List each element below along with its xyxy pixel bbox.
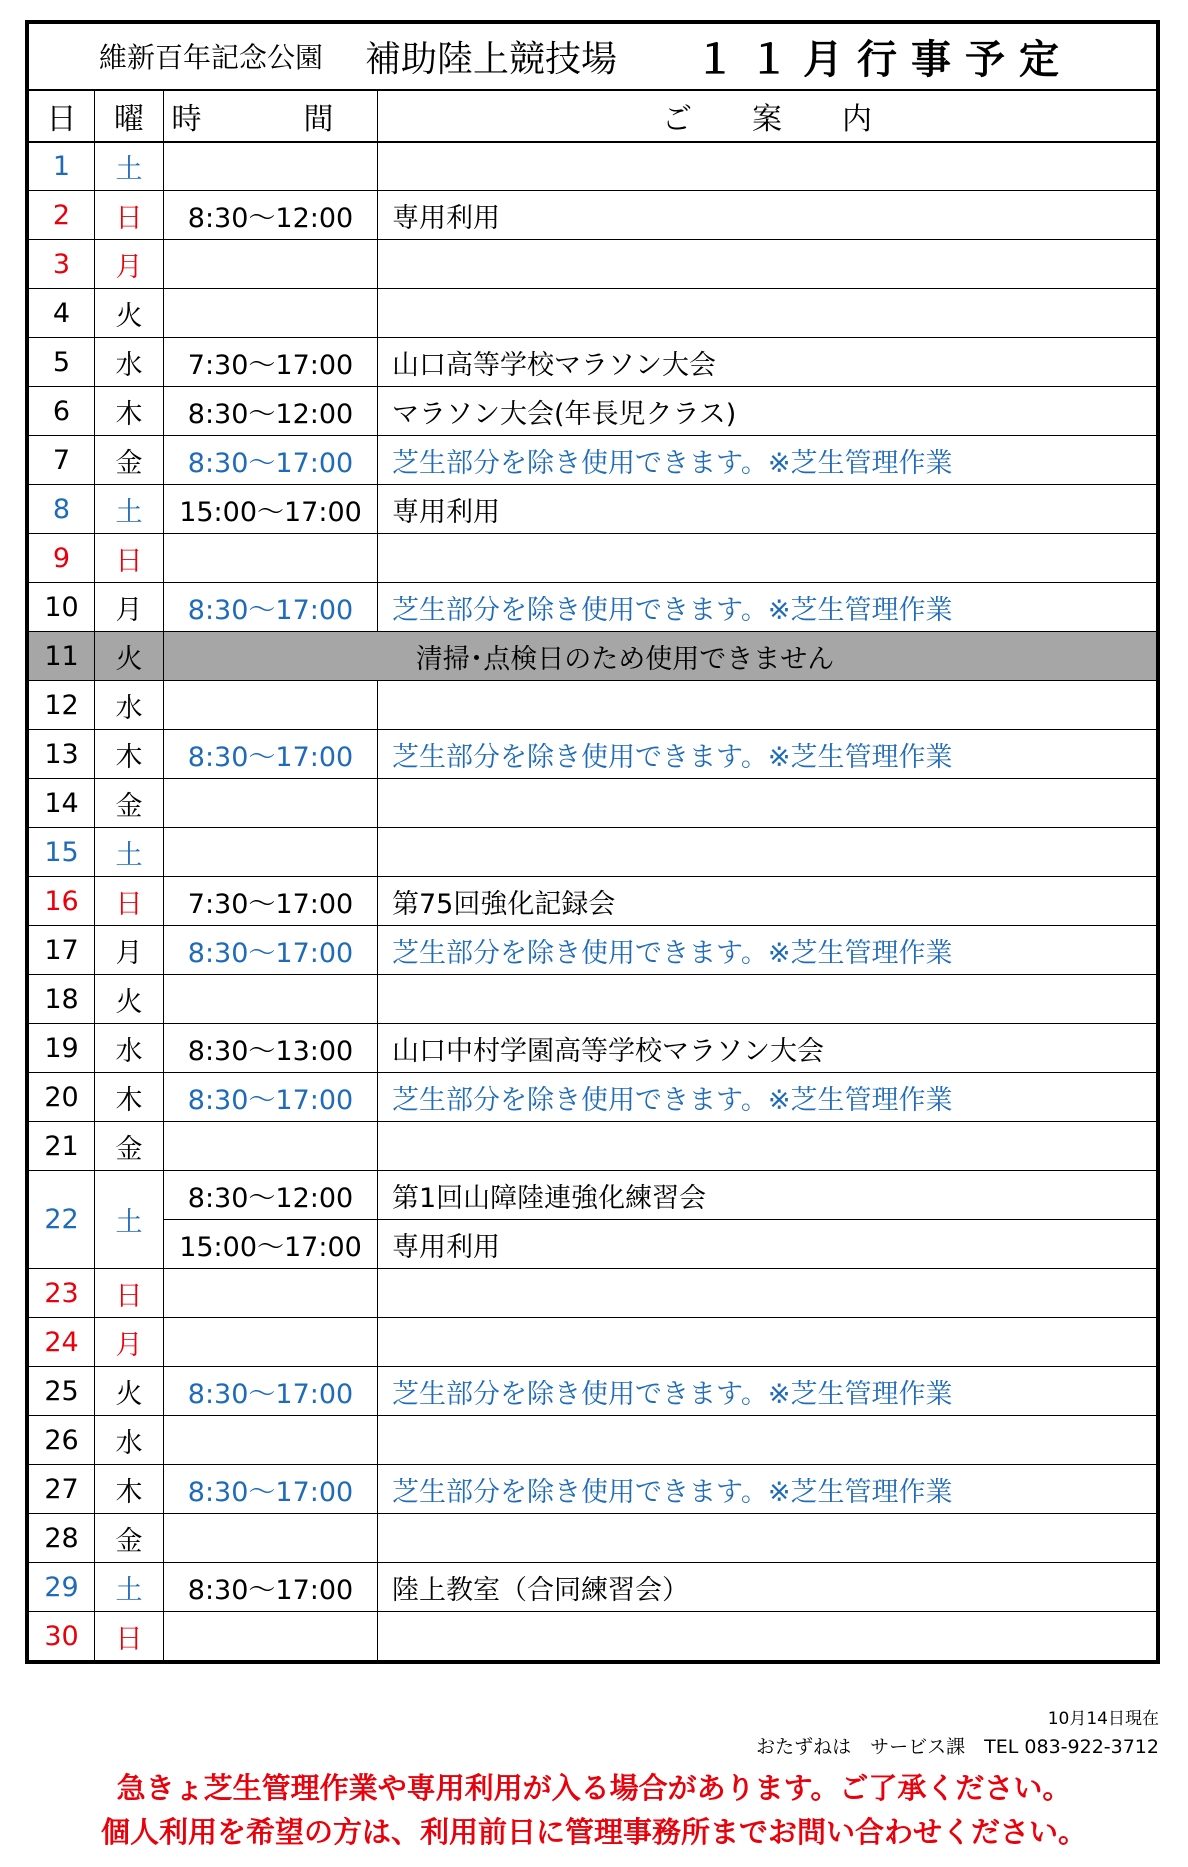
header-info: ご 案 内 (378, 90, 1157, 142)
time-cell: 15:00～17:00 (164, 1220, 378, 1269)
table-row (29, 142, 1157, 191)
table-row (29, 436, 1157, 485)
day-cell: 10 (29, 583, 95, 632)
note-cell (378, 975, 1157, 1024)
day-cell: 7 (29, 436, 95, 485)
day-cell: 24 (29, 1318, 95, 1367)
weekday-cell: 月 (95, 583, 164, 632)
day-cell: 4 (29, 289, 95, 338)
weekday-cell: 金 (95, 779, 164, 828)
day-cell: 25 (29, 1367, 95, 1416)
table-row (29, 877, 1157, 926)
time-cell (164, 1318, 378, 1367)
note-cell (378, 1318, 1157, 1367)
time-cell: 7:30～17:00 (164, 338, 378, 387)
note-cell: 芝生部分を除き使用できます。※芝生管理作業 (378, 1367, 1157, 1416)
table-row (29, 1073, 1157, 1122)
note-cell (378, 1416, 1157, 1465)
table-row (29, 1367, 1157, 1416)
note-cell (378, 779, 1157, 828)
weekday-cell: 土 (95, 1171, 164, 1269)
park-name: 維新百年記念公園 (99, 41, 324, 75)
table-row (29, 240, 1157, 289)
table-row (29, 1122, 1157, 1171)
table-row (29, 583, 1157, 632)
table-row (29, 191, 1157, 240)
day-cell: 5 (29, 338, 95, 387)
day-cell: 29 (29, 1563, 95, 1612)
weekday-cell: 火 (95, 289, 164, 338)
weekday-cell: 水 (95, 1024, 164, 1073)
day-cell: 14 (29, 779, 95, 828)
time-cell: 8:30～12:00 (164, 1171, 378, 1220)
weekday-cell: 日 (95, 191, 164, 240)
table-row (29, 1563, 1157, 1612)
weekday-cell: 水 (95, 338, 164, 387)
note-cell: 芝生部分を除き使用できます。※芝生管理作業 (378, 436, 1157, 485)
table-row (29, 1024, 1157, 1073)
note-cell: マラソン大会(年長児クラス) (378, 387, 1157, 436)
note-cell (378, 289, 1157, 338)
table-row (29, 730, 1157, 779)
table-row (29, 1514, 1157, 1563)
table-row (29, 1269, 1157, 1318)
closed-notice: 清掃･点検日のため使用できません (164, 632, 1157, 681)
time-cell (164, 975, 378, 1024)
notice (0, 1766, 1188, 1854)
day-cell: 2 (29, 191, 95, 240)
as-of-date: 10月14日現在 (1047, 1709, 1159, 1729)
day-cell: 6 (29, 387, 95, 436)
time-cell (164, 1612, 378, 1661)
header-row (29, 90, 1157, 142)
time-cell (164, 142, 378, 191)
note-cell: 芝生部分を除き使用できます。※芝生管理作業 (378, 1465, 1157, 1514)
time-cell: 8:30～17:00 (164, 730, 378, 779)
time-cell: 8:30～17:00 (164, 926, 378, 975)
day-cell: 9 (29, 534, 95, 583)
note-cell: 専用利用 (378, 191, 1157, 240)
day-cell: 22 (29, 1171, 95, 1269)
time-cell: 8:30～12:00 (164, 191, 378, 240)
weekday-cell: 金 (95, 436, 164, 485)
table-row (29, 828, 1157, 877)
weekday-cell: 金 (95, 1122, 164, 1171)
notice-line-2: 個人利用を希望の方は、利用前日に管理事務所までお問い合わせください。 (100, 1815, 1087, 1849)
time-cell (164, 534, 378, 583)
note-cell (378, 828, 1157, 877)
day-cell: 3 (29, 240, 95, 289)
day-cell: 21 (29, 1122, 95, 1171)
note-cell: 専用利用 (378, 485, 1157, 534)
schedule-frame (25, 20, 1160, 1664)
time-cell: 15:00～17:00 (164, 485, 378, 534)
note-cell: 第1回山障陸連強化練習会 (378, 1171, 1157, 1220)
schedule-title: １１月行事予定 (695, 36, 1074, 83)
time-cell (164, 1269, 378, 1318)
time-cell (164, 1122, 378, 1171)
weekday-cell: 土 (95, 485, 164, 534)
weekday-cell: 月 (95, 926, 164, 975)
header-weekday: 曜 (95, 90, 164, 142)
table-row (29, 1220, 1157, 1269)
time-cell (164, 1514, 378, 1563)
time-cell: 8:30～12:00 (164, 387, 378, 436)
facility-name: 補助陸上競技場 (365, 38, 618, 80)
time-cell: 8:30～17:00 (164, 1563, 378, 1612)
time-cell (164, 828, 378, 877)
note-cell (378, 240, 1157, 289)
weekday-cell: 土 (95, 1563, 164, 1612)
time-cell: 8:30～17:00 (164, 436, 378, 485)
table-row (29, 632, 1157, 681)
table-row (29, 1416, 1157, 1465)
day-cell: 12 (29, 681, 95, 730)
day-cell: 23 (29, 1269, 95, 1318)
day-cell: 27 (29, 1465, 95, 1514)
contact-info: おたずねは サービス課 TEL 083-922-3712 (756, 1736, 1159, 1758)
table-row (29, 1318, 1157, 1367)
weekday-cell: 水 (95, 681, 164, 730)
header-day: 日 (29, 90, 95, 142)
weekday-cell: 火 (95, 1367, 164, 1416)
day-cell: 19 (29, 1024, 95, 1073)
time-cell (164, 779, 378, 828)
table-row (29, 1171, 1157, 1220)
time-cell: 8:30～17:00 (164, 1367, 378, 1416)
weekday-cell: 金 (95, 1514, 164, 1563)
schedule-rows (29, 142, 1157, 1661)
note-cell: 第75回強化記録会 (378, 877, 1157, 926)
day-cell: 8 (29, 485, 95, 534)
note-cell (378, 1514, 1157, 1563)
day-cell: 16 (29, 877, 95, 926)
note-cell: 芝生部分を除き使用できます。※芝生管理作業 (378, 1073, 1157, 1122)
time-cell (164, 289, 378, 338)
note-cell (378, 142, 1157, 191)
weekday-cell: 土 (95, 142, 164, 191)
table-row (29, 338, 1157, 387)
note-cell: 山口高等学校マラソン大会 (378, 338, 1157, 387)
day-cell: 20 (29, 1073, 95, 1122)
schedule-table (28, 23, 1157, 1661)
note-cell: 陸上教室（合同練習会） (378, 1563, 1157, 1612)
note-cell (378, 1612, 1157, 1661)
time-cell (164, 681, 378, 730)
note-cell (378, 534, 1157, 583)
time-cell: 8:30～17:00 (164, 583, 378, 632)
weekday-cell: 木 (95, 1465, 164, 1514)
weekday-cell: 日 (95, 534, 164, 583)
title-row (29, 24, 1157, 90)
time-cell: 8:30～17:00 (164, 1073, 378, 1122)
note-cell: 山口中村学園高等学校マラソン大会 (378, 1024, 1157, 1073)
weekday-cell: 火 (95, 632, 164, 681)
weekday-cell: 土 (95, 828, 164, 877)
header-time: 時 間 (164, 90, 378, 142)
time-cell: 8:30～17:00 (164, 1465, 378, 1514)
table-row (29, 681, 1157, 730)
time-cell: 8:30～13:00 (164, 1024, 378, 1073)
day-cell: 1 (29, 142, 95, 191)
note-cell (378, 1122, 1157, 1171)
weekday-cell: 火 (95, 975, 164, 1024)
day-cell: 11 (29, 632, 95, 681)
weekday-cell: 水 (95, 1416, 164, 1465)
weekday-cell: 日 (95, 877, 164, 926)
table-row (29, 289, 1157, 338)
weekday-cell: 木 (95, 387, 164, 436)
table-row (29, 1465, 1157, 1514)
note-cell (378, 681, 1157, 730)
table-row (29, 534, 1157, 583)
weekday-cell: 日 (95, 1612, 164, 1661)
weekday-cell: 木 (95, 1073, 164, 1122)
day-cell: 26 (29, 1416, 95, 1465)
weekday-cell: 月 (95, 1318, 164, 1367)
notice-line-1: 急きょ芝生管理作業や専用利用が入る場合があります。ご了承ください。 (116, 1771, 1072, 1805)
time-cell (164, 240, 378, 289)
note-cell: 芝生部分を除き使用できます。※芝生管理作業 (378, 730, 1157, 779)
note-cell: 芝生部分を除き使用できます。※芝生管理作業 (378, 583, 1157, 632)
day-cell: 13 (29, 730, 95, 779)
day-cell: 18 (29, 975, 95, 1024)
table-row (29, 485, 1157, 534)
table-row (29, 1612, 1157, 1661)
day-cell: 15 (29, 828, 95, 877)
table-row (29, 926, 1157, 975)
day-cell: 28 (29, 1514, 95, 1563)
table-row (29, 779, 1157, 828)
weekday-cell: 月 (95, 240, 164, 289)
note-cell: 芝生部分を除き使用できます。※芝生管理作業 (378, 926, 1157, 975)
time-cell (164, 1416, 378, 1465)
day-cell: 17 (29, 926, 95, 975)
weekday-cell: 木 (95, 730, 164, 779)
note-cell (378, 1269, 1157, 1318)
day-cell: 30 (29, 1612, 95, 1661)
note-cell: 専用利用 (378, 1220, 1157, 1269)
table-row (29, 387, 1157, 436)
weekday-cell: 日 (95, 1269, 164, 1318)
table-row (29, 975, 1157, 1024)
time-cell: 7:30～17:00 (164, 877, 378, 926)
